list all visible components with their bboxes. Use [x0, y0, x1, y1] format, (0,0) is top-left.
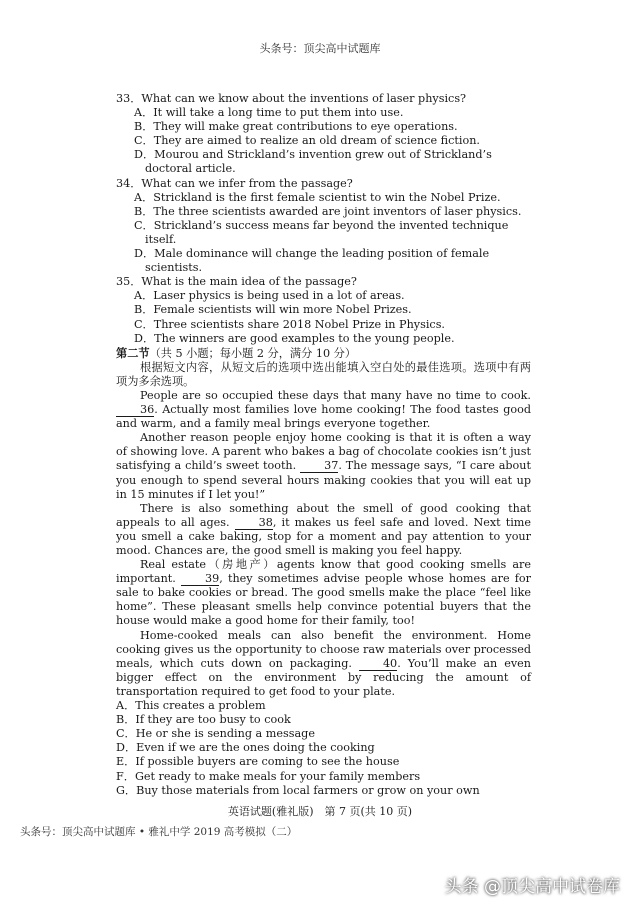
section-2-title: 第二节 [116, 345, 150, 360]
section-2-scoring: （共 5 小题；每小题 2 分，满分 10 分） [149, 346, 357, 360]
question-33-option-c: C．They are aimed to realize an old dream of science fiction. [134, 134, 480, 148]
passage-text: , they sometimes advise people whose homes are for sale to bake cookies or bread. The good smells make the place “feel like home”. These pleasant smells help convince potential buyers that the house would make a good home for their family, too! [116, 572, 531, 628]
passage-paragraph-5 [116, 629, 531, 699]
page-footer: 英语试题(雅礼版) 第 7 页(共 10 页) [227, 805, 413, 818]
question-35-option-b: B．Female scientists will win more Nobel Prizes. [134, 303, 412, 317]
passage-paragraph-4 [116, 558, 531, 628]
passage-text: There is also something about the smell of good cooking that appeals to all ages. [116, 501, 531, 529]
choice-e: E．If possible buyers are coming to see the house [116, 755, 400, 769]
question-34-option-c: C．Strickland’s success means far beyond the invented technique itself. [134, 218, 509, 246]
passage-text: Another reason people enjoy home cooking is that it is often a way of showing love. A parent who bakes a bag of chocolate cookies isn’t just satisfying a child’s sweet tooth. [116, 431, 531, 473]
choice-a: A．This creates a problem [116, 699, 266, 713]
blank-38: 38 [235, 517, 273, 530]
question-33-option-b: B．They will make great contributions to eye operations. [134, 120, 458, 134]
choice-g: G．Buy those materials from local farmers or grow on your own [116, 783, 480, 797]
passage-text: Home-cooked meals can also benefit the environment. Home cooking gives us the opportunity to choose raw materials over processed meals, which cuts down on packaging. [116, 628, 532, 670]
section-2-instruction: 根据短文内容，从短文后的选项中选出能填入空白处的最佳选项。选项中有两项为多余选项。 [116, 360, 531, 388]
section-2-heading [116, 346, 531, 361]
passage-text: . You’ll make an even bigger effect on the environment by reducing the amount of transportation required to get food to your plate. [116, 656, 531, 698]
choice-f: F．Get ready to make meals for your family members [116, 769, 421, 783]
question-35-option-d: D．The winners are good examples to the young people. [134, 331, 455, 345]
passage-text: . Actually most families love home cooking! The food tastes good and warm, and a family meal brings everyone together. [116, 403, 531, 431]
passage-text: . The message says, “I care about you enough to spend several hours making cookies that you will eat up in 15 minutes if I let you!” [116, 459, 531, 501]
question-35-option-c: C．Three scientists share 2018 Nobel Prize in Physics. [134, 317, 445, 331]
question-34-option-d: D．Male dominance will change the leading position of female scientists. [134, 247, 490, 275]
watermark: 头条 @顶尖高中试卷库 [444, 877, 620, 897]
question-33-option-d: D．Mourou and Strickland’s invention grew out of Strickland’s doctoral article. [134, 148, 492, 176]
blank-36: 36 [116, 404, 154, 417]
blank-37: 37 [300, 460, 338, 473]
source-caption: 头条号：顶尖高中试题库 • 雅礼中学 2019 高考模拟（二） [20, 826, 298, 838]
blank-40: 40 [359, 658, 397, 671]
page-header: 头条号：顶尖高中试题库 [259, 42, 381, 55]
question-35: 35．What is the main idea of the passage? [116, 275, 357, 289]
question-33-option-a: A．It will take a long time to put them into use. [134, 106, 404, 120]
passage-paragraph-3 [116, 502, 531, 558]
question-34: 34．What can we infer from the passage? [116, 176, 353, 190]
passage-text: Real estate（房地产）agents know that good cooking smells are important. [116, 558, 531, 586]
question-34-option-b: B．The three scientists awarded are joint inventors of laser physics. [134, 204, 522, 218]
blank-39: 39 [181, 573, 219, 586]
choice-c: C．He or she is sending a message [116, 727, 315, 741]
passage-paragraph-2 [116, 431, 531, 501]
document-body [116, 92, 531, 798]
passage-text: People are so occupied these days that many have no time to cook. [140, 388, 531, 402]
passage-paragraph-1 [116, 389, 531, 431]
choice-b: B．If they are too busy to cook [116, 713, 291, 727]
question-33: 33．What can we know about the inventions of laser physics? [116, 92, 467, 105]
passage-text: , it makes us feel safe and loved. Next time you smell a cake baking, stop for a moment and pay attention to your mood. Chances are, the good smell is making you feel happy. [116, 515, 532, 557]
choice-d: D．Even if we are the ones doing the cooking [116, 741, 375, 755]
question-35-option-a: A．Laser physics is being used in a lot of areas. [134, 289, 405, 303]
question-34-option-a: A．Strickland is the first female scientist to win the Nobel Prize. [134, 190, 501, 204]
